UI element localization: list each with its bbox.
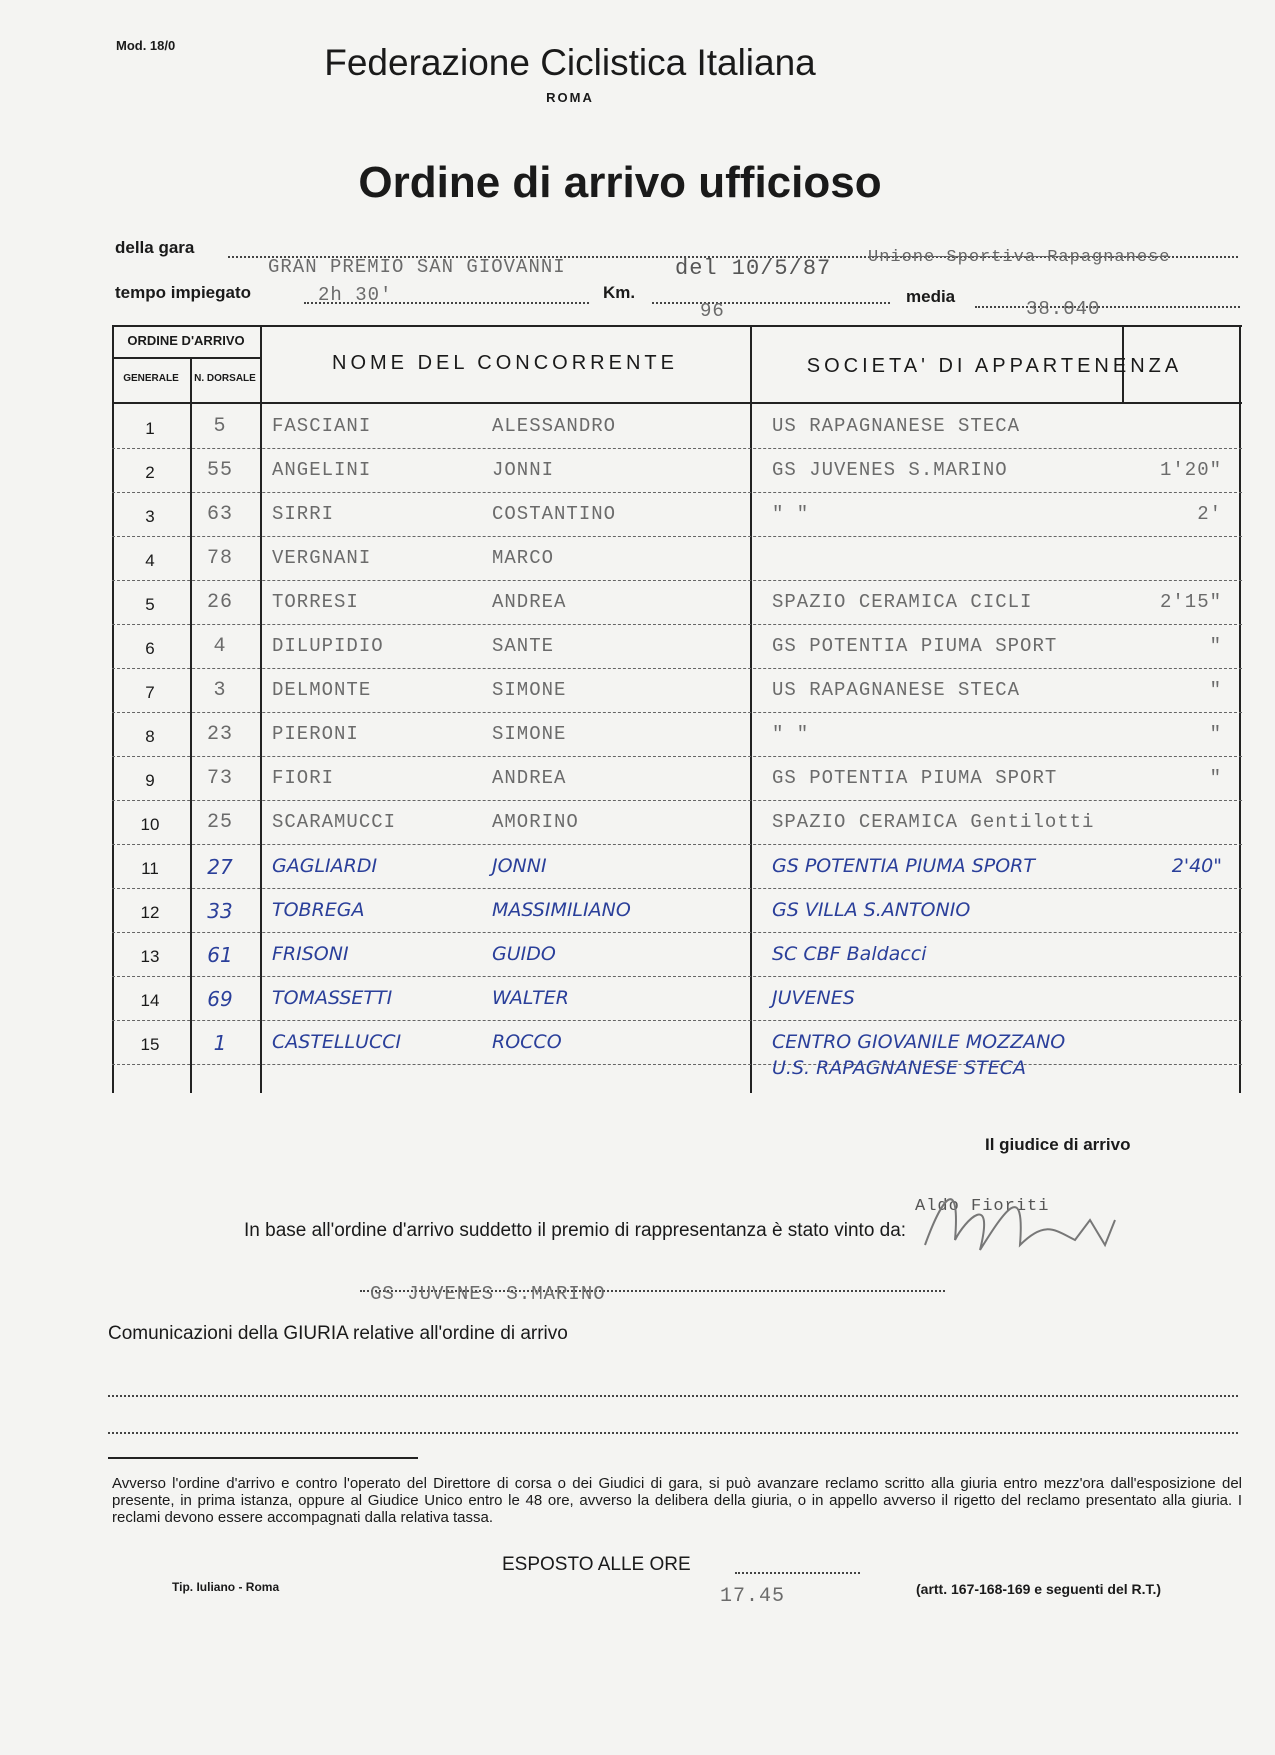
position-number: 9 <box>145 771 155 790</box>
table-row <box>112 493 1242 537</box>
avg-dotline <box>975 306 1240 308</box>
position-number: 12 <box>140 903 160 922</box>
competitor-club: US RAPAGNANESE STECA <box>772 679 1021 701</box>
competitor-first-name: SIMONE <box>492 679 567 701</box>
bib-number: 5 <box>213 415 227 438</box>
competitor-first-name: JONNI <box>492 459 555 481</box>
table-row <box>112 889 1242 933</box>
competitor-first-name: ROCCO <box>492 1031 562 1053</box>
table-top-border <box>112 325 1242 327</box>
federation-name: Federazione Ciclistica Italiana <box>324 42 816 83</box>
competitor-first-name: ANDREA <box>492 767 567 789</box>
competitor-first-name: SANTE <box>492 635 555 657</box>
bib-number: 4 <box>213 635 227 658</box>
time-gap: 2'40" <box>1171 855 1222 877</box>
bib-number: 33 <box>207 899 233 923</box>
bib-number: 27 <box>207 855 233 879</box>
position-number: 8 <box>145 727 155 746</box>
competitor-surname: GAGLIARDI <box>272 855 378 877</box>
footer-notice: Avverso l'ordine d'arrivo e contro l'operato del Direttore di corsa o dei Giudici di gara, si può avanzare reclamo scritto alla giuria entro mezz'ora dall'esposizione del presente, in prima istanza, oppure al Giudice Unico entro le 48 ore, avverso la delibera della giuria, o in appello avverso il rigetto del reclamo presentato alla giuria. I reclami devono essere accompagnati dalla relativa tassa. <box>112 1475 1242 1526</box>
position-number: 4 <box>145 551 155 570</box>
bib-number: 61 <box>207 943 233 967</box>
competitor-club: " " <box>772 503 810 525</box>
bib-number: 78 <box>206 547 233 570</box>
table-row <box>112 405 1242 449</box>
table-row <box>112 757 1242 801</box>
race-name: GRAN PREMIO SAN GIOVANNI <box>268 256 566 278</box>
table-row <box>112 845 1242 889</box>
model-code: Mod. 18/0 <box>116 38 176 53</box>
competitor-club: JUVENES <box>772 987 855 1009</box>
position-number: 7 <box>145 683 155 702</box>
competitor-first-name: AMORINO <box>492 811 579 833</box>
position-number: 10 <box>140 815 160 834</box>
position-number: 6 <box>145 639 155 658</box>
race-label: della gara <box>115 238 195 257</box>
position-number: 1 <box>145 419 155 438</box>
articles-reference: (artt. 167-168-169 e seguenti del R.T.) <box>916 1581 1162 1597</box>
race-date: del 10/5/87 <box>675 256 832 281</box>
competitor-surname: SIRRI <box>272 503 335 525</box>
competitor-surname: FRISONI <box>272 943 349 965</box>
bib-number: 63 <box>206 503 233 526</box>
competitor-first-name: MASSIMILIANO <box>492 899 631 921</box>
position-number: 5 <box>145 595 155 614</box>
jury-line-1 <box>108 1395 1238 1397</box>
competitor-club: GS JUVENES S.MARINO <box>772 459 1008 481</box>
judge-name: Aldo Fioriti <box>915 1197 1050 1216</box>
table-row <box>112 933 1242 977</box>
position-number: 11 <box>141 859 159 878</box>
federation-city: ROMA <box>546 90 594 105</box>
table-row <box>112 977 1242 1021</box>
competitor-surname: TORRESI <box>272 591 359 613</box>
header-bib: N. DORSALE <box>194 373 256 384</box>
jury-line-2 <box>108 1432 1238 1434</box>
bib-number: 3 <box>213 679 227 702</box>
time-gap: " <box>1209 723 1222 745</box>
competitor-first-name: GUIDO <box>492 943 556 965</box>
table-row <box>112 713 1242 757</box>
competitor-club: SPAZIO CERAMICA CICLI <box>772 591 1033 613</box>
competitor-club: CENTRO GIOVANILE MOZZANO <box>772 1031 1066 1053</box>
row-divider <box>112 1064 1242 1065</box>
time-gap: " <box>1209 767 1222 789</box>
competitor-first-name: COSTANTINO <box>492 503 617 525</box>
competitor-club: GS VILLA S.ANTONIO <box>772 899 971 921</box>
judge-label: Il giudice di arrivo <box>985 1135 1131 1154</box>
time-gap: " <box>1209 635 1222 657</box>
race-organizer: Unione Sportiva Rapagnanese <box>868 248 1171 267</box>
position-number: 15 <box>140 1035 160 1054</box>
km-label: Km. <box>603 283 636 302</box>
competitor-surname: DILUPIDIO <box>272 635 384 657</box>
competitor-surname: TOMASSETTI <box>272 987 393 1009</box>
competitor-surname: CASTELLUCCI <box>272 1031 402 1053</box>
footer-rule <box>108 1457 418 1459</box>
competitor-club: GS POTENTIA PIUMA SPORT <box>772 767 1058 789</box>
competitor-surname: TOBREGA <box>272 899 365 921</box>
table-row <box>112 537 1242 581</box>
race-time: 2h 30' <box>318 284 393 306</box>
position-number: 2 <box>145 463 155 482</box>
printer-credit: Tip. Iuliano - Roma <box>172 1580 280 1594</box>
jury-label: Comunicazioni della GIURIA relative all'ordine di arrivo <box>108 1323 568 1344</box>
extra-club-entry: U.S. RAPAGNANESE STECA <box>772 1057 1026 1079</box>
competitor-club: SC CBF Baldacci <box>772 943 927 965</box>
table-header-divider <box>112 402 1242 404</box>
exposed-dotline <box>735 1572 860 1574</box>
judge-signature <box>905 1150 1165 1270</box>
competitor-club: GS POTENTIA PIUMA SPORT <box>772 635 1058 657</box>
bib-number: 73 <box>206 767 233 790</box>
time-gap: 1'20" <box>1159 459 1222 481</box>
document-title: Ordine di arrivo ufficioso <box>358 158 882 207</box>
position-number: 13 <box>140 947 160 966</box>
competitor-first-name: ALESSANDRO <box>492 415 617 437</box>
competitor-surname: FIORI <box>272 767 335 789</box>
time-gap: 2' <box>1197 503 1222 525</box>
table-row <box>112 669 1242 713</box>
km-dotline <box>652 302 890 304</box>
bib-number: 23 <box>206 723 233 746</box>
header-arrival-order: ORDINE D'ARRIVO <box>127 333 245 348</box>
time-gap: " <box>1209 679 1222 701</box>
competitor-first-name: WALTER <box>492 987 569 1009</box>
exposed-time: 17.45 <box>720 1585 786 1608</box>
competitor-club: US RAPAGNANESE STECA <box>772 415 1021 437</box>
table-subheader-line <box>112 357 260 359</box>
header-club: SOCIETA' DI APPARTENENZA <box>806 355 1183 377</box>
table-row <box>112 625 1242 669</box>
competitor-surname: DELMONTE <box>272 679 372 701</box>
competitor-club: " " <box>772 723 810 745</box>
avg-label: media <box>906 287 956 306</box>
race-avg: 38.040 <box>1026 298 1101 320</box>
competitor-club: SPAZIO CERAMICA Gentilotti <box>772 811 1095 833</box>
time-gap: 2'15" <box>1159 591 1222 613</box>
prize-statement: In base all'ordine d'arrivo suddetto il premio di rappresentanza è stato vinto da: <box>244 1220 907 1241</box>
competitor-surname: ANGELINI <box>272 459 372 481</box>
competitor-first-name: SIMONE <box>492 723 567 745</box>
table-row <box>112 581 1242 625</box>
prize-winner: GS JUVENES S.MARINO <box>370 1283 606 1305</box>
header-competitor-name: NOME DEL CONCORRENTE <box>332 352 678 374</box>
competitor-surname: FASCIANI <box>272 415 372 437</box>
table-row <box>112 449 1242 493</box>
position-number: 3 <box>145 507 155 526</box>
bib-number: 26 <box>206 591 233 614</box>
race-km: 96 <box>700 300 725 322</box>
competitor-surname: VERGNANI <box>272 547 372 569</box>
bib-number: 1 <box>213 1031 227 1055</box>
bib-number: 55 <box>206 459 233 482</box>
header-general: GENERALE <box>123 373 179 384</box>
bib-number: 25 <box>206 811 233 834</box>
table-row <box>112 1021 1242 1065</box>
position-number: 14 <box>140 991 160 1010</box>
exposed-label: ESPOSTO ALLE ORE <box>502 1554 691 1575</box>
competitor-first-name: ANDREA <box>492 591 567 613</box>
table-row <box>112 801 1242 845</box>
competitor-first-name: JONNI <box>492 855 547 877</box>
competitor-surname: PIERONI <box>272 723 359 745</box>
competitor-club: GS POTENTIA PIUMA SPORT <box>772 855 1035 877</box>
competitor-first-name: MARCO <box>492 547 555 569</box>
results-table <box>112 325 1242 1093</box>
time-label: tempo impiegato <box>115 283 252 302</box>
competitor-surname: SCARAMUCCI <box>272 811 397 833</box>
bib-number: 69 <box>207 987 233 1011</box>
